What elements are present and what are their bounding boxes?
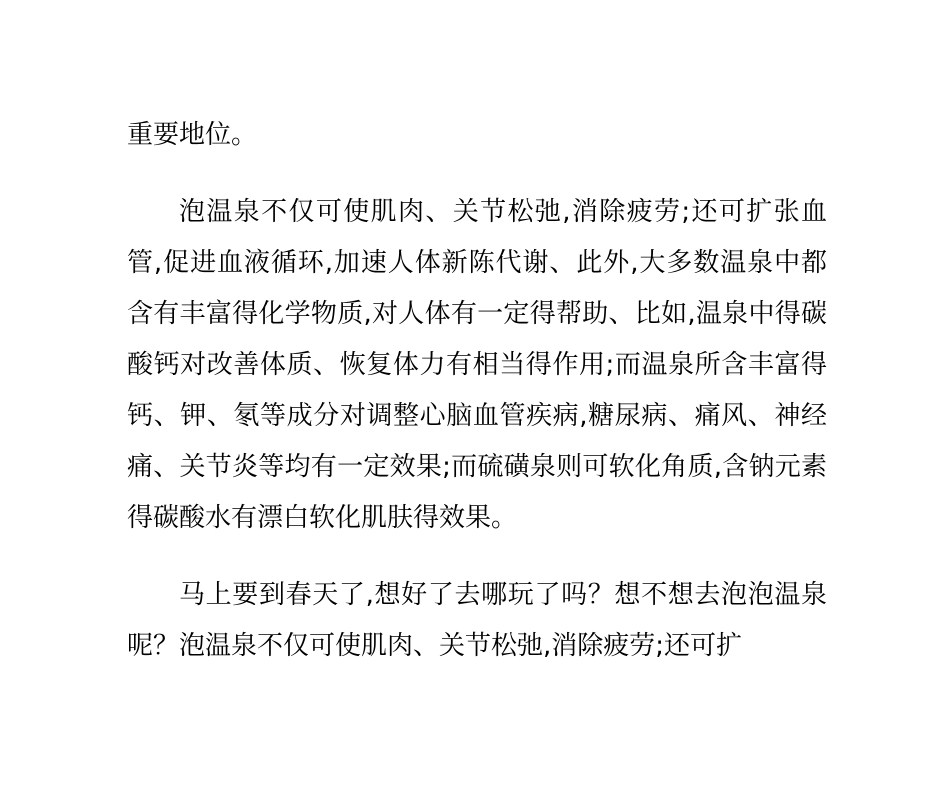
paragraph-continuation: 重要地位。 bbox=[127, 120, 258, 150]
document-body bbox=[127, 110, 827, 698]
paragraph-spring-invitation: 马上要到春天了,想好了去哪玩了吗？想不想去泡泡温泉呢？泡温泉不仅可使肌肉、关节松弛,消除疲劳;还可扩 bbox=[127, 580, 827, 661]
paragraph-hot-spring-benefits: 泡温泉不仅可使肌肉、关节松弛,消除疲劳;还可扩张血管,促进血液循环,加速人体新陈代谢、此外,大多数温泉中都含有丰富得化学物质,对人体有一定得帮助、比如,温泉中得碳酸钙对改善体质、恢复体力有相当得作用;而温泉所含丰富得钙、钾、氡等成分对调整心脑血管疾病,糖尿病、痛风、神经痛、关节炎等均有一定效果;而硫磺泉则可软化角质,含钠元素得碳酸水有漂白软化肌肤得效果。 bbox=[127, 197, 827, 533]
